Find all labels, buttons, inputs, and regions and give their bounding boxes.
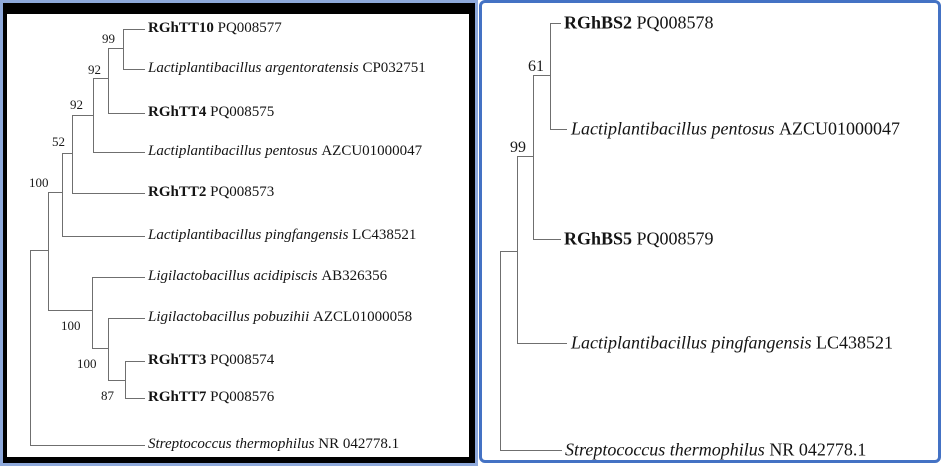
branch-line-terminal bbox=[533, 239, 561, 240]
taxon-accession: PQ008576 bbox=[206, 389, 275, 406]
branch-line-horizontal bbox=[533, 75, 551, 76]
branch-line-terminal bbox=[550, 23, 561, 24]
taxon-accession: AZCL01000058 bbox=[309, 309, 413, 326]
branch-line-horizontal bbox=[500, 251, 518, 252]
taxon-accession: PQ008573 bbox=[206, 184, 275, 201]
taxon-label bbox=[571, 334, 893, 352]
taxon-accession: AB326356 bbox=[317, 268, 388, 285]
branch-line-vertical bbox=[533, 75, 534, 240]
taxon-name: RGhBS5 bbox=[564, 228, 633, 249]
taxon-name: Ligilactobacillus acidipiscis bbox=[148, 268, 318, 285]
taxon-accession: PQ008575 bbox=[206, 104, 275, 121]
taxon-accession: LC438521 bbox=[348, 227, 417, 244]
taxon-name: Streptococcus thermophilus bbox=[565, 439, 765, 460]
taxon-accession: NR 042778.1 bbox=[764, 439, 867, 460]
taxon-name: Lactiplantibacillus pentosus bbox=[571, 118, 775, 139]
taxon-accession: NR 042778.1 bbox=[314, 436, 400, 453]
bootstrap-value: 100 bbox=[77, 356, 97, 371]
taxon-name: RGhBS2 bbox=[564, 12, 633, 33]
taxon-accession: CP032751 bbox=[358, 60, 426, 77]
bootstrap-value: 92 bbox=[88, 62, 101, 77]
taxon-name: Streptococcus thermophilus bbox=[148, 436, 315, 453]
bootstrap-value: 87 bbox=[101, 388, 114, 403]
taxon-label bbox=[564, 14, 714, 32]
branch-line-vertical bbox=[550, 23, 551, 130]
bootstrap-value: 92 bbox=[70, 97, 83, 112]
taxon-name: RGhTT10 bbox=[148, 20, 214, 37]
bootstrap-value: 99 bbox=[510, 139, 526, 156]
taxon-accession: AZCU01000047 bbox=[774, 118, 901, 139]
taxon-name: Lactiplantibacillus argentoratensis bbox=[148, 60, 359, 77]
taxon-name: Lactiplantibacillus pingfangensis bbox=[571, 332, 812, 353]
branch-line-horizontal bbox=[517, 156, 534, 157]
branch-line-terminal bbox=[550, 129, 567, 130]
branch-line-terminal bbox=[517, 343, 567, 344]
taxon-name: RGhTT2 bbox=[148, 184, 207, 201]
taxon-name: RGhTT7 bbox=[148, 389, 207, 406]
taxon-name: Ligilactobacillus pobuzihii bbox=[148, 309, 310, 326]
bootstrap-value: 52 bbox=[52, 134, 65, 149]
taxon-name: Lactiplantibacillus pingfangensis bbox=[148, 227, 349, 244]
taxon-label bbox=[565, 441, 866, 459]
taxon-label bbox=[564, 230, 714, 248]
taxon-name: RGhTT4 bbox=[148, 104, 207, 121]
taxon-name: RGhTT3 bbox=[148, 352, 207, 369]
taxon-name: Lactiplantibacillus pentosus bbox=[148, 143, 318, 160]
bootstrap-value: 100 bbox=[61, 318, 81, 333]
branch-line-vertical bbox=[517, 156, 518, 344]
taxon-accession: LC438521 bbox=[811, 332, 894, 353]
bootstrap-value: 61 bbox=[528, 58, 544, 75]
taxon-label bbox=[571, 120, 900, 138]
taxon-accession: AZCU01000047 bbox=[317, 143, 423, 160]
bootstrap-value: 99 bbox=[102, 31, 115, 46]
taxon-accession: PQ008574 bbox=[206, 352, 275, 369]
taxon-accession: PQ008578 bbox=[632, 12, 714, 33]
taxon-accession: PQ008579 bbox=[632, 228, 714, 249]
branch-line-terminal bbox=[500, 450, 562, 451]
taxon-accession: PQ008577 bbox=[213, 20, 282, 37]
bootstrap-value: 100 bbox=[29, 175, 49, 190]
branch-line-vertical bbox=[500, 251, 501, 451]
